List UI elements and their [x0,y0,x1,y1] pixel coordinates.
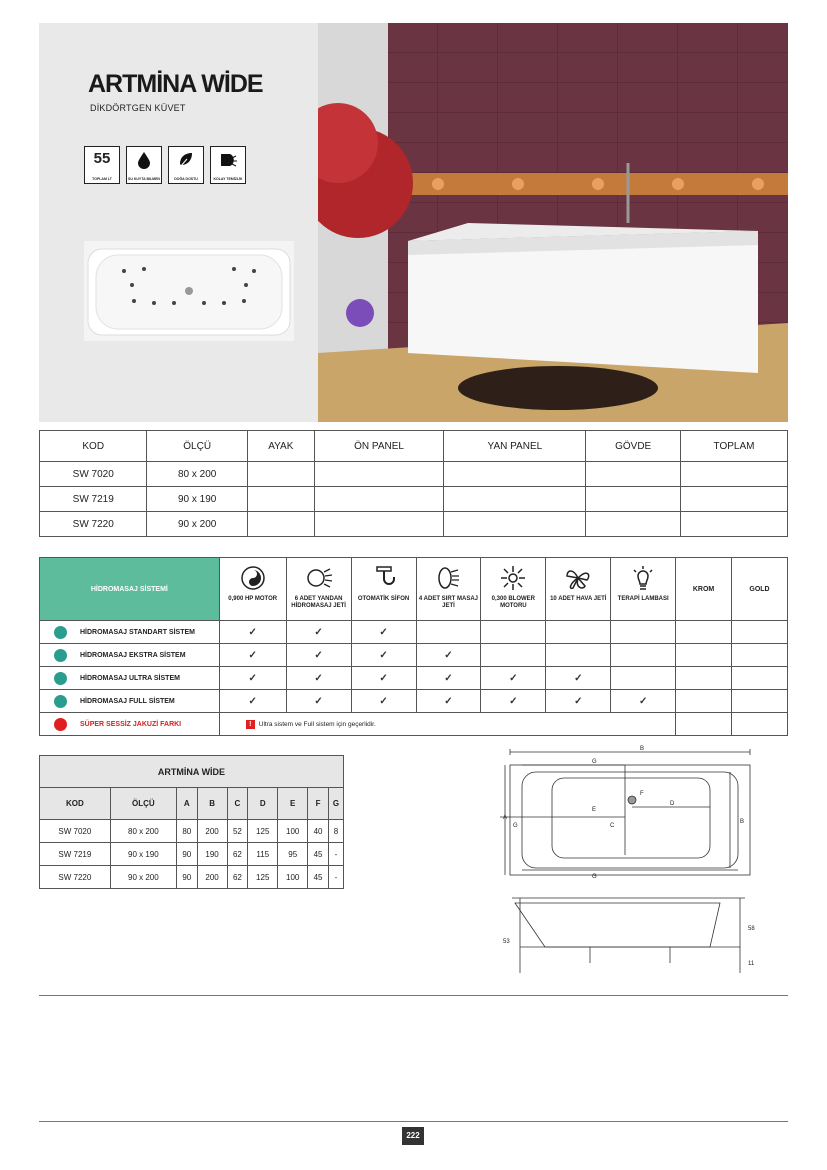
feature-cleaning-badge: KOLAY TEMİZLİK [210,146,246,184]
motor-icon [238,564,268,592]
svg-text:11: 11 [748,961,755,967]
table-row: SW 7219 90 x 190 90 190 62 115 95 45 - [40,843,344,866]
table-row: SW 7220 90 x 200 90 200 62 125 100 45 - [40,866,344,889]
drop-icon [134,150,154,170]
table-row: SW 7220 90 x 200 [40,512,788,537]
svg-text:E: E [592,807,597,813]
table-row: SW 7020 80 x 200 80 200 52 125 100 40 8 [40,820,344,843]
table-row: HİDROMASAJ FULL SİSTEM ✓ ✓ ✓ ✓ ✓ ✓ ✓ [40,690,788,713]
side-jet-icon [304,564,334,592]
silent-note: Ultra sistem ve Full sistem için geçerlidir. [258,720,376,728]
svg-text:B: B [740,819,745,825]
svg-text:G: G [592,759,597,765]
svg-text:F: F [640,791,644,797]
svg-text:G: G [592,874,597,880]
feature-drop-badge: SU KUYTA BILMEN [126,146,162,184]
system-dot-icon [54,649,67,662]
dimension-table-header: KOD ÖLÇÜ A B C D E F G [40,788,344,820]
eco-leaf-icon [176,150,196,170]
silent-row: SÜPER SESSİZ JAKUZİ FARKI ! Ultra sistem ve Full sistem için geçerlidir. [40,713,788,736]
tub-top-view-image [84,241,294,341]
systems-header-row: HİDROMASAJ SİSTEMİ 0,900 HP MOTOR 6 ADET YANDAN HİDROMASAJ JETİ OTOMATİK SİFON 4 ADET SIRT MASAJ JETİ 0,300 BLOWER MOTORU 10 ADET HAVA JETİ TERAPİ LAMBASI KROM GOLD [40,558,788,621]
lamp-icon [628,564,658,592]
bathroom-photo [318,23,788,422]
feature-eco-badge: DOĞA DOSTU [168,146,204,184]
feature-volume-badge: 55 TOPLAM LT [84,146,120,184]
back-jet-icon [433,564,463,592]
air-jet-icon [563,564,593,592]
price-table-header: KOD ÖLÇÜ AYAK ÖN PANEL YAN PANEL GÖVDE TOPLAM [40,431,788,462]
product-title: ARTMİNA WİDE [88,70,263,98]
svg-text:D: D [670,801,675,807]
warning-icon: ! [246,720,255,729]
table-row: HİDROMASAJ ULTRA SİSTEM ✓ ✓ ✓ ✓ ✓ ✓ [40,667,788,690]
systems-header-title: HİDROMASAJ SİSTEMİ [40,558,220,621]
divider [39,995,788,996]
svg-text:53: 53 [503,939,510,945]
dimension-table-title: ARTMİNA WİDE [40,756,344,788]
svg-text:G: G [513,823,518,829]
svg-text:A: A [503,815,508,821]
page-number: 222 [402,1127,424,1145]
table-row: HİDROMASAJ EKSTRA SİSTEM ✓ ✓ ✓ ✓ [40,644,788,667]
product-subtitle: DİKDÖRTGEN KÜVET [90,103,186,113]
system-dot-icon [54,626,67,639]
blower-icon [498,564,528,592]
feature-badges [84,146,246,184]
table-row: SW 7219 90 x 190 [40,487,788,512]
table-row: HİDROMASAJ STANDART SİSTEM ✓ ✓ ✓ [40,621,788,644]
svg-text:B: B [640,746,645,752]
hydromassage-systems-table [39,557,788,736]
dimension-table [39,755,344,889]
svg-text:C: C [610,823,615,829]
table-row: SW 7020 80 x 200 [40,462,788,487]
technical-drawing [500,745,760,985]
price-table [39,430,788,537]
silent-dot-icon [54,718,67,731]
siphon-icon [369,564,399,592]
divider [39,1121,788,1122]
cleaning-icon [218,150,238,170]
system-dot-icon [54,695,67,708]
system-dot-icon [54,672,67,685]
svg-text:58: 58 [748,926,755,932]
